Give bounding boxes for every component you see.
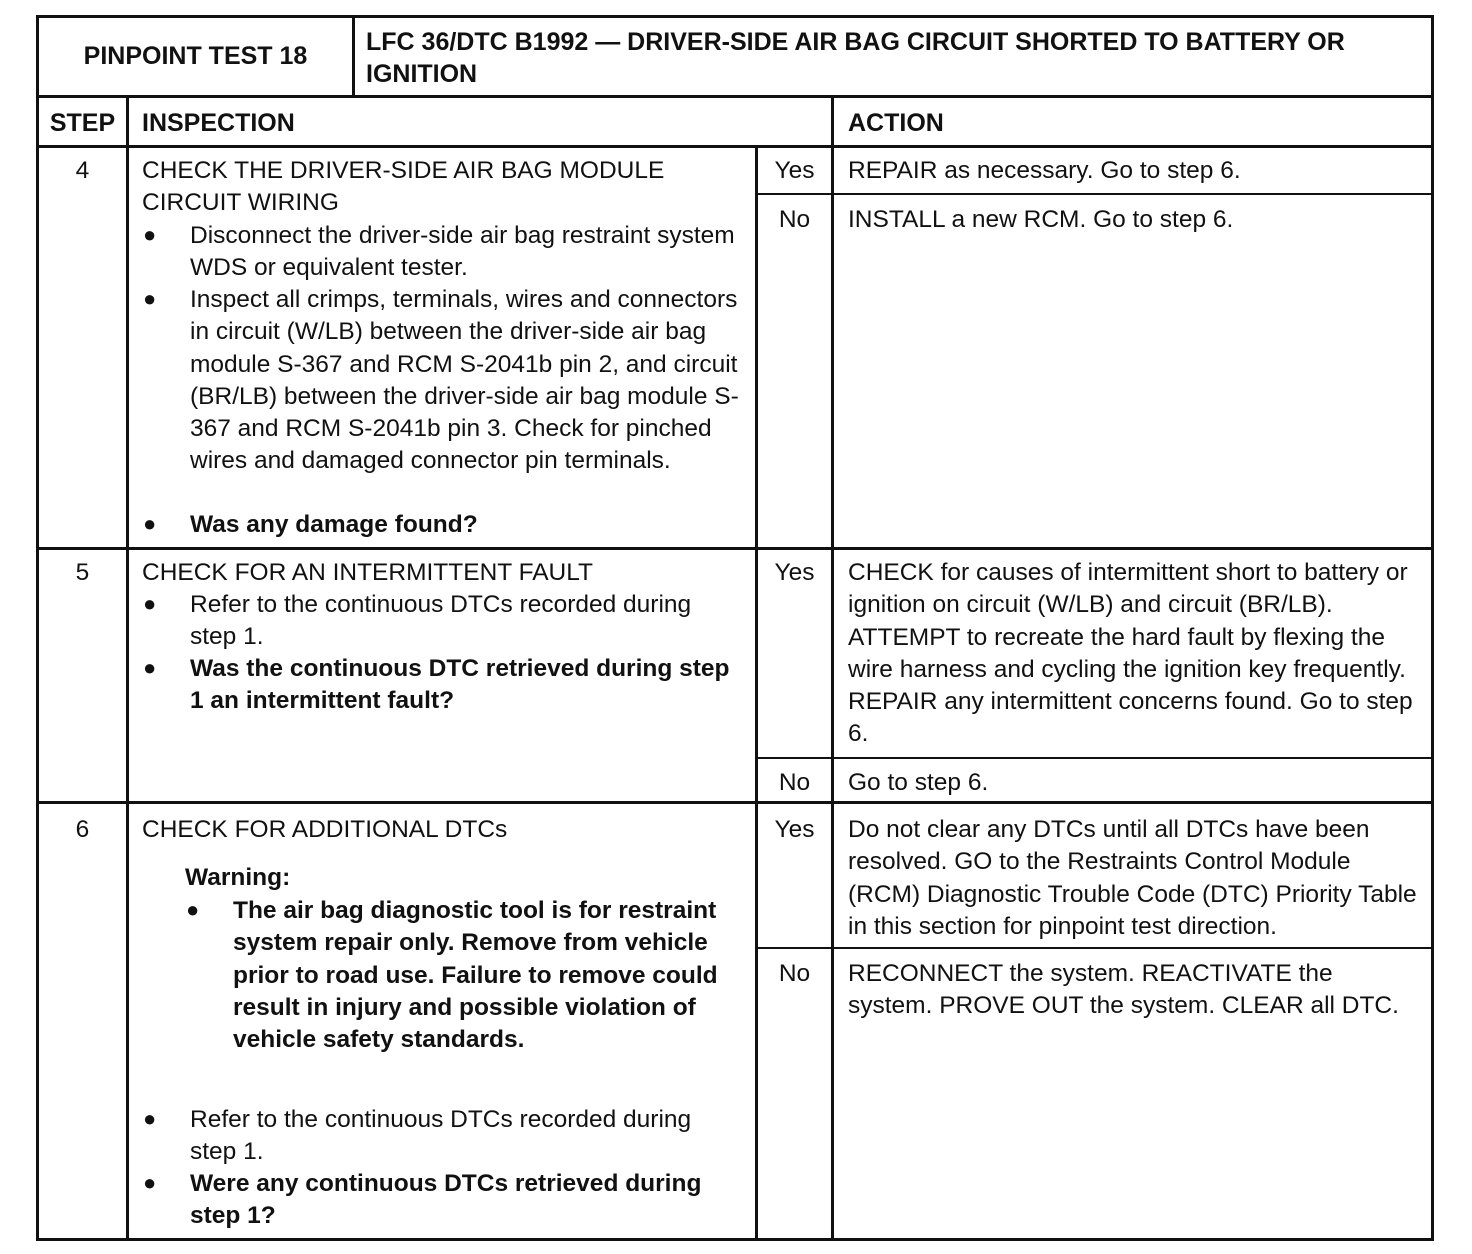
bullet-icon: ● <box>143 655 157 680</box>
action-text: CHECK for causes of intermittent short to battery or ignition on circuit (W/LB) and circuit (BR/LB). ATTEMPT to recreate the hard fault by flexing the wire harness and cycling the ignition key frequently. REPAIR any intermittent concerns found. Go to step 6. <box>848 559 1413 748</box>
answer-label-no: No <box>778 769 811 796</box>
answer-label-no: No <box>778 206 811 233</box>
column-header-action: ACTION <box>848 109 944 137</box>
action-text: RECONNECT the system. REACTIVATE the system. PROVE OUT the system. CLEAR all DTC. <box>848 960 1399 1020</box>
step-title: CHECK FOR AN INTERMITTENT FAULT <box>142 559 594 586</box>
test-id: PINPOINT TEST 18 <box>83 42 308 70</box>
list-item: Was the continuous DTC retrieved during step 1 an intermittent fault? <box>190 655 730 715</box>
bullet-icon: ● <box>143 591 157 616</box>
bullet-icon: ● <box>143 222 157 247</box>
column-header-step: STEP <box>49 109 116 137</box>
action-text: REPAIR as necessary. Go to step 6. <box>848 157 1241 184</box>
test-title: LFC 36/DTC B1992 — DRIVER-SIDE AIR BAG CIRCUIT SHORTED TO BATTERY OR IGNITION <box>366 28 1345 88</box>
bullet-icon: ● <box>143 1170 157 1195</box>
answer-label-no: No <box>778 960 811 987</box>
step-number: 4 <box>75 157 90 184</box>
warning-text: The air bag diagnostic tool is for restraint system repair only. Remove from vehicle prior to road use. Failure to remove could result in injury and possible violation of vehicle safety standards. <box>233 897 718 1054</box>
bullet-icon: ● <box>186 897 200 922</box>
bullet-icon: ● <box>143 511 157 536</box>
action-text: Go to step 6. <box>848 769 989 796</box>
list-item: Disconnect the driver-side air bag restraint system WDS or equivalent tester. <box>190 222 735 282</box>
list-item: Was any damage found? <box>190 511 478 538</box>
action-text: INSTALL a new RCM. Go to step 6. <box>848 206 1234 233</box>
bullet-icon: ● <box>143 286 157 311</box>
list-item: Refer to the continuous DTCs recorded during step 1. <box>190 591 692 651</box>
warning-label: Warning: <box>185 864 291 891</box>
list-item: Refer to the continuous DTCs recorded during step 1. <box>190 1106 692 1166</box>
list-item: Were any continuous DTCs retrieved during step 1? <box>190 1170 702 1230</box>
action-text: Do not clear any DTCs until all DTCs have been resolved. GO to the Restraints Control Module (RCM) Diagnostic Trouble Code (DTC) Priority Table in this section for pinpoint test direction. <box>848 816 1417 940</box>
column-header-inspection: INSPECTION <box>142 109 295 137</box>
step-number: 5 <box>75 559 90 586</box>
step-title: CHECK THE DRIVER-SIDE AIR BAG MODULE CIRCUIT WIRING <box>142 157 665 217</box>
answer-label-yes: Yes <box>774 816 815 843</box>
list-item: Inspect all crimps, terminals, wires and connectors in circuit (W/LB) between the driver-side air bag module S-367 and RCM S-2041b pin 2, and circuit (BR/LB) between the driver-side air bag module S-367 and RCM S-2041b pin 3. Check for pinched wires and damaged connector pin terminals. <box>190 286 739 475</box>
bullet-icon: ● <box>143 1106 157 1131</box>
answer-label-yes: Yes <box>774 157 815 184</box>
step-title: CHECK FOR ADDITIONAL DTCs <box>142 816 508 843</box>
step-number: 6 <box>75 816 90 843</box>
answer-label-yes: Yes <box>774 559 815 586</box>
